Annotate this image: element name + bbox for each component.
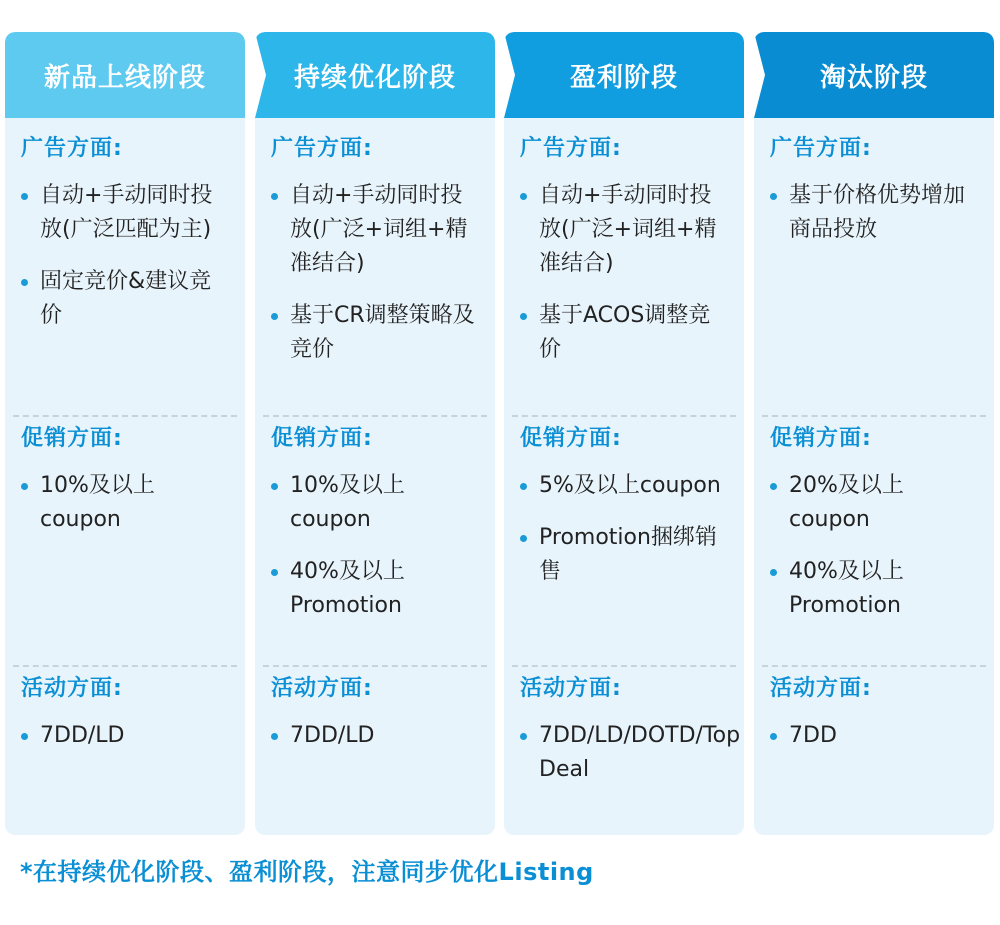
section-title: 活动方面:	[21, 676, 123, 701]
bullet-item: 基于CR调整策略及竞价	[255, 299, 495, 367]
bullet-list	[754, 179, 994, 265]
bullet-item: 20%及以上coupon	[754, 469, 994, 537]
stage-column	[504, 32, 744, 835]
section-title: 促销方面:	[271, 426, 373, 451]
bullet-item: 基于价格优势增加商品投放	[754, 179, 994, 247]
bullet-item: Promotion捆绑销售	[504, 521, 744, 589]
bullet-item: 固定竞价&建议竞价	[5, 265, 245, 333]
bullet-list	[504, 179, 744, 385]
section-title: 活动方面:	[271, 676, 373, 701]
bullet-item: 10%及以上coupon	[255, 469, 495, 537]
section-divider	[762, 415, 986, 417]
stage-header: 持续优化阶段	[255, 32, 495, 118]
section-divider	[512, 415, 736, 417]
bullet-list	[504, 719, 744, 805]
bullet-item: 基于ACOS调整竞价	[504, 299, 744, 367]
stage-column	[5, 32, 245, 835]
bullet-list	[5, 179, 245, 351]
section-divider	[263, 665, 487, 667]
section-title: 广告方面:	[271, 136, 373, 161]
stage-header: 盈利阶段	[504, 32, 744, 118]
bullet-list	[504, 469, 744, 607]
bullet-list	[754, 469, 994, 641]
bullet-item: 7DD/LD	[5, 719, 245, 753]
stage-column	[255, 32, 495, 835]
stage-arrow-icon	[754, 32, 765, 118]
stage-header: 淘汰阶段	[754, 32, 994, 118]
section-title: 活动方面:	[520, 676, 622, 701]
bullet-list	[255, 179, 495, 385]
stage-column	[754, 32, 994, 835]
bullet-list	[255, 469, 495, 641]
section-divider	[512, 665, 736, 667]
bullet-item: 自动+手动同时投放(广泛匹配为主)	[5, 179, 245, 247]
section-divider	[762, 665, 986, 667]
section-title: 广告方面:	[21, 136, 123, 161]
section-divider	[13, 415, 237, 417]
bullet-item: 7DD/LD/DOTD/Top Deal	[504, 719, 744, 787]
section-title: 广告方面:	[520, 136, 622, 161]
section-title: 促销方面:	[21, 426, 123, 451]
bullet-item: 40%及以上Promotion	[754, 555, 994, 623]
footnote: *在持续优化阶段、盈利阶段，注意同步优化Listing	[20, 858, 594, 886]
bullet-list	[255, 719, 495, 771]
section-divider	[263, 415, 487, 417]
section-title: 广告方面:	[770, 136, 872, 161]
stage-header: 新品上线阶段	[5, 32, 245, 118]
bullet-list	[754, 719, 994, 771]
bullet-item: 自动+手动同时投放(广泛+词组+精准结合)	[255, 179, 495, 281]
section-title: 促销方面:	[770, 426, 872, 451]
bullet-item: 自动+手动同时投放(广泛+词组+精准结合)	[504, 179, 744, 281]
bullet-item: 10%及以上coupon	[5, 469, 245, 537]
section-title: 促销方面:	[520, 426, 622, 451]
bullet-item: 7DD/LD	[255, 719, 495, 753]
bullet-item: 5%及以上coupon	[504, 469, 744, 503]
stage-arrow-icon	[255, 32, 266, 118]
bullet-item: 7DD	[754, 719, 994, 753]
bullet-list	[5, 719, 245, 771]
stage-arrow-icon	[504, 32, 515, 118]
bullet-item: 40%及以上Promotion	[255, 555, 495, 623]
bullet-list	[5, 469, 245, 555]
section-divider	[13, 665, 237, 667]
section-title: 活动方面:	[770, 676, 872, 701]
